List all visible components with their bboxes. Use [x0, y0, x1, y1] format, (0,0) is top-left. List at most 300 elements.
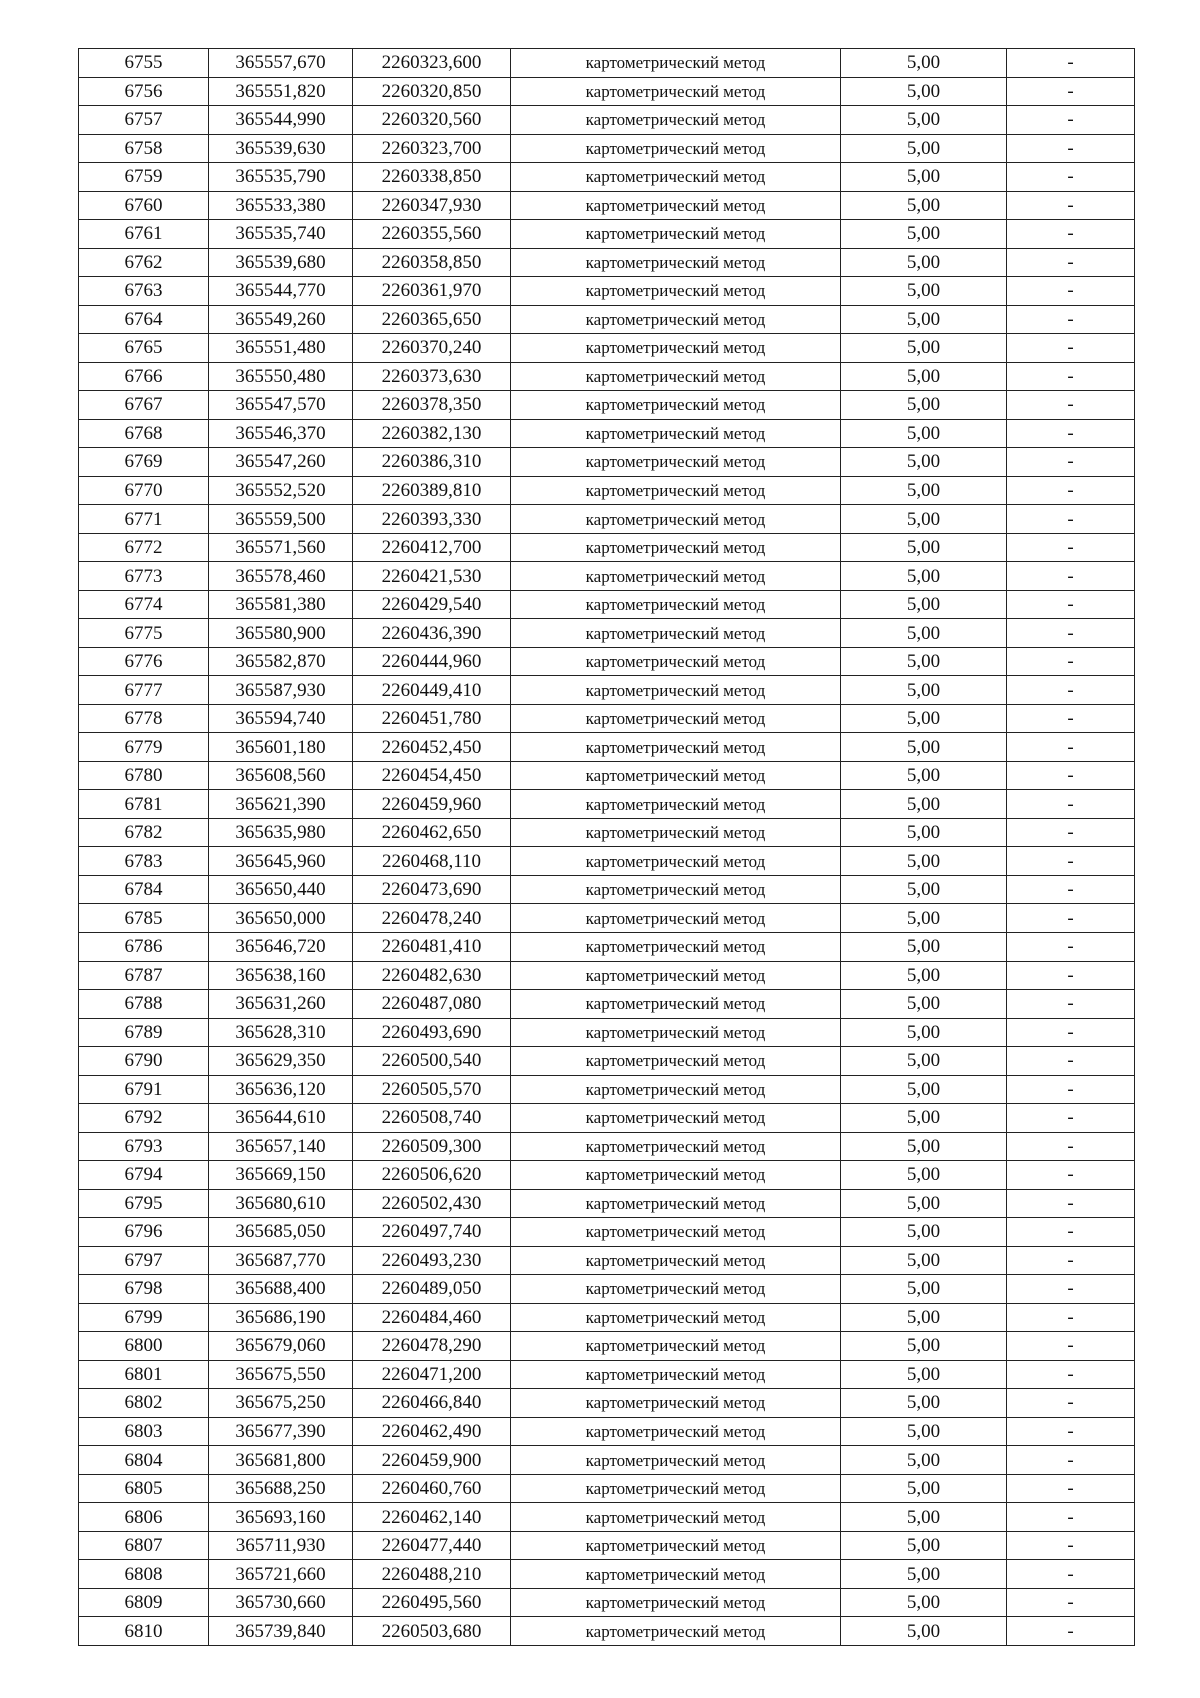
note-cell: - [1007, 391, 1135, 420]
y-coordinate-cell: 2260500,540 [353, 1047, 511, 1076]
method-cell: картометрический метод [511, 1503, 841, 1532]
note-cell: - [1007, 676, 1135, 705]
point-number-cell: 6782 [79, 818, 209, 847]
point-number-cell: 6804 [79, 1446, 209, 1475]
method-cell: картометрический метод [511, 1446, 841, 1475]
note-cell: - [1007, 562, 1135, 591]
table-row [79, 277, 1135, 306]
table-row [79, 562, 1135, 591]
note-cell: - [1007, 761, 1135, 790]
point-number-cell: 6800 [79, 1332, 209, 1361]
x-coordinate-cell: 365635,980 [209, 818, 353, 847]
x-coordinate-cell: 365544,770 [209, 277, 353, 306]
y-coordinate-cell: 2260493,690 [353, 1018, 511, 1047]
note-cell: - [1007, 1246, 1135, 1275]
table-row [79, 1560, 1135, 1589]
accuracy-cell: 5,00 [841, 847, 1007, 876]
x-coordinate-cell: 365646,720 [209, 932, 353, 961]
note-cell: - [1007, 533, 1135, 562]
x-coordinate-cell: 365675,250 [209, 1389, 353, 1418]
x-coordinate-cell: 365582,870 [209, 647, 353, 676]
y-coordinate-cell: 2260459,960 [353, 790, 511, 819]
note-cell: - [1007, 1332, 1135, 1361]
note-cell: - [1007, 1104, 1135, 1133]
point-number-cell: 6775 [79, 619, 209, 648]
y-coordinate-cell: 2260503,680 [353, 1617, 511, 1646]
y-coordinate-cell: 2260468,110 [353, 847, 511, 876]
table-row [79, 248, 1135, 277]
table-row [79, 1332, 1135, 1361]
x-coordinate-cell: 365669,150 [209, 1161, 353, 1190]
note-cell: - [1007, 305, 1135, 334]
point-number-cell: 6768 [79, 419, 209, 448]
accuracy-cell: 5,00 [841, 1018, 1007, 1047]
table-row [79, 733, 1135, 762]
x-coordinate-cell: 365533,380 [209, 191, 353, 220]
note-cell: - [1007, 248, 1135, 277]
y-coordinate-cell: 2260460,760 [353, 1474, 511, 1503]
accuracy-cell: 5,00 [841, 1047, 1007, 1076]
accuracy-cell: 5,00 [841, 619, 1007, 648]
y-coordinate-cell: 2260436,390 [353, 619, 511, 648]
x-coordinate-cell: 365730,660 [209, 1588, 353, 1617]
note-cell: - [1007, 106, 1135, 135]
point-number-cell: 6802 [79, 1389, 209, 1418]
coordinates-table-body [79, 49, 1135, 1646]
table-row [79, 647, 1135, 676]
accuracy-cell: 5,00 [841, 704, 1007, 733]
note-cell: - [1007, 1360, 1135, 1389]
x-coordinate-cell: 365657,140 [209, 1132, 353, 1161]
point-number-cell: 6807 [79, 1531, 209, 1560]
y-coordinate-cell: 2260506,620 [353, 1161, 511, 1190]
table-row [79, 191, 1135, 220]
point-number-cell: 6762 [79, 248, 209, 277]
method-cell: картометрический метод [511, 1360, 841, 1389]
note-cell: - [1007, 334, 1135, 363]
note-cell: - [1007, 1189, 1135, 1218]
method-cell: картометрический метод [511, 106, 841, 135]
method-cell: картометрический метод [511, 49, 841, 78]
point-number-cell: 6794 [79, 1161, 209, 1190]
method-cell: картометрический метод [511, 1018, 841, 1047]
note-cell: - [1007, 49, 1135, 78]
y-coordinate-cell: 2260429,540 [353, 590, 511, 619]
y-coordinate-cell: 2260444,960 [353, 647, 511, 676]
table-row [79, 990, 1135, 1019]
x-coordinate-cell: 365535,740 [209, 220, 353, 249]
method-cell: картометрический метод [511, 191, 841, 220]
note-cell: - [1007, 476, 1135, 505]
y-coordinate-cell: 2260323,700 [353, 134, 511, 163]
x-coordinate-cell: 365549,260 [209, 305, 353, 334]
point-number-cell: 6767 [79, 391, 209, 420]
table-row [79, 790, 1135, 819]
x-coordinate-cell: 365552,520 [209, 476, 353, 505]
table-row [79, 1132, 1135, 1161]
accuracy-cell: 5,00 [841, 733, 1007, 762]
accuracy-cell: 5,00 [841, 49, 1007, 78]
note-cell: - [1007, 1161, 1135, 1190]
table-row [79, 1303, 1135, 1332]
point-number-cell: 6769 [79, 448, 209, 477]
table-row [79, 590, 1135, 619]
y-coordinate-cell: 2260473,690 [353, 875, 511, 904]
note-cell: - [1007, 818, 1135, 847]
accuracy-cell: 5,00 [841, 191, 1007, 220]
accuracy-cell: 5,00 [841, 676, 1007, 705]
table-row [79, 77, 1135, 106]
accuracy-cell: 5,00 [841, 932, 1007, 961]
note-cell: - [1007, 790, 1135, 819]
y-coordinate-cell: 2260389,810 [353, 476, 511, 505]
table-row [79, 163, 1135, 192]
point-number-cell: 6799 [79, 1303, 209, 1332]
x-coordinate-cell: 365544,990 [209, 106, 353, 135]
y-coordinate-cell: 2260495,560 [353, 1588, 511, 1617]
y-coordinate-cell: 2260497,740 [353, 1218, 511, 1247]
note-cell: - [1007, 875, 1135, 904]
table-row [79, 448, 1135, 477]
note-cell: - [1007, 1417, 1135, 1446]
point-number-cell: 6790 [79, 1047, 209, 1076]
point-number-cell: 6783 [79, 847, 209, 876]
accuracy-cell: 5,00 [841, 134, 1007, 163]
method-cell: картометрический метод [511, 248, 841, 277]
note-cell: - [1007, 932, 1135, 961]
table-row [79, 1588, 1135, 1617]
y-coordinate-cell: 2260451,780 [353, 704, 511, 733]
x-coordinate-cell: 365601,180 [209, 733, 353, 762]
note-cell: - [1007, 990, 1135, 1019]
point-number-cell: 6786 [79, 932, 209, 961]
accuracy-cell: 5,00 [841, 448, 1007, 477]
point-number-cell: 6774 [79, 590, 209, 619]
method-cell: картометрический метод [511, 932, 841, 961]
y-coordinate-cell: 2260373,630 [353, 362, 511, 391]
y-coordinate-cell: 2260358,850 [353, 248, 511, 277]
table-row [79, 391, 1135, 420]
method-cell: картометрический метод [511, 1588, 841, 1617]
accuracy-cell: 5,00 [841, 1303, 1007, 1332]
accuracy-cell: 5,00 [841, 163, 1007, 192]
y-coordinate-cell: 2260493,230 [353, 1246, 511, 1275]
point-number-cell: 6784 [79, 875, 209, 904]
table-row [79, 847, 1135, 876]
method-cell: картометрический метод [511, 733, 841, 762]
y-coordinate-cell: 2260484,460 [353, 1303, 511, 1332]
y-coordinate-cell: 2260347,930 [353, 191, 511, 220]
note-cell: - [1007, 704, 1135, 733]
note-cell: - [1007, 1560, 1135, 1589]
accuracy-cell: 5,00 [841, 1360, 1007, 1389]
accuracy-cell: 5,00 [841, 990, 1007, 1019]
y-coordinate-cell: 2260471,200 [353, 1360, 511, 1389]
point-number-cell: 6778 [79, 704, 209, 733]
point-number-cell: 6793 [79, 1132, 209, 1161]
x-coordinate-cell: 365546,370 [209, 419, 353, 448]
x-coordinate-cell: 365636,120 [209, 1075, 353, 1104]
x-coordinate-cell: 365621,390 [209, 790, 353, 819]
x-coordinate-cell: 365581,380 [209, 590, 353, 619]
y-coordinate-cell: 2260482,630 [353, 961, 511, 990]
table-row [79, 49, 1135, 78]
table-row [79, 476, 1135, 505]
point-number-cell: 6803 [79, 1417, 209, 1446]
method-cell: картометрический метод [511, 1047, 841, 1076]
accuracy-cell: 5,00 [841, 1588, 1007, 1617]
y-coordinate-cell: 2260481,410 [353, 932, 511, 961]
y-coordinate-cell: 2260459,900 [353, 1446, 511, 1475]
method-cell: картометрический метод [511, 818, 841, 847]
table-row [79, 1389, 1135, 1418]
x-coordinate-cell: 365587,930 [209, 676, 353, 705]
note-cell: - [1007, 134, 1135, 163]
table-row [79, 961, 1135, 990]
note-cell: - [1007, 733, 1135, 762]
x-coordinate-cell: 365550,480 [209, 362, 353, 391]
accuracy-cell: 5,00 [841, 391, 1007, 420]
x-coordinate-cell: 365645,960 [209, 847, 353, 876]
accuracy-cell: 5,00 [841, 305, 1007, 334]
y-coordinate-cell: 2260487,080 [353, 990, 511, 1019]
point-number-cell: 6756 [79, 77, 209, 106]
method-cell: картометрический метод [511, 590, 841, 619]
y-coordinate-cell: 2260477,440 [353, 1531, 511, 1560]
note-cell: - [1007, 77, 1135, 106]
y-coordinate-cell: 2260393,330 [353, 505, 511, 534]
x-coordinate-cell: 365681,800 [209, 1446, 353, 1475]
y-coordinate-cell: 2260386,310 [353, 448, 511, 477]
accuracy-cell: 5,00 [841, 77, 1007, 106]
accuracy-cell: 5,00 [841, 505, 1007, 534]
x-coordinate-cell: 365629,350 [209, 1047, 353, 1076]
accuracy-cell: 5,00 [841, 220, 1007, 249]
x-coordinate-cell: 365650,440 [209, 875, 353, 904]
note-cell: - [1007, 1389, 1135, 1418]
method-cell: картометрический метод [511, 1075, 841, 1104]
note-cell: - [1007, 904, 1135, 933]
x-coordinate-cell: 365687,770 [209, 1246, 353, 1275]
method-cell: картометрический метод [511, 847, 841, 876]
accuracy-cell: 5,00 [841, 790, 1007, 819]
point-number-cell: 6796 [79, 1218, 209, 1247]
method-cell: картометрический метод [511, 562, 841, 591]
y-coordinate-cell: 2260361,970 [353, 277, 511, 306]
x-coordinate-cell: 365675,550 [209, 1360, 353, 1389]
method-cell: картометрический метод [511, 1474, 841, 1503]
point-number-cell: 6785 [79, 904, 209, 933]
point-number-cell: 6781 [79, 790, 209, 819]
method-cell: картометрический метод [511, 419, 841, 448]
accuracy-cell: 5,00 [841, 1617, 1007, 1646]
point-number-cell: 6795 [79, 1189, 209, 1218]
method-cell: картометрический метод [511, 1161, 841, 1190]
note-cell: - [1007, 1617, 1135, 1646]
method-cell: картометрический метод [511, 1417, 841, 1446]
table-row [79, 904, 1135, 933]
accuracy-cell: 5,00 [841, 1161, 1007, 1190]
table-row [79, 106, 1135, 135]
note-cell: - [1007, 1218, 1135, 1247]
point-number-cell: 6773 [79, 562, 209, 591]
method-cell: картометрический метод [511, 619, 841, 648]
note-cell: - [1007, 191, 1135, 220]
table-row [79, 1075, 1135, 1104]
point-number-cell: 6772 [79, 533, 209, 562]
table-row [79, 419, 1135, 448]
accuracy-cell: 5,00 [841, 277, 1007, 306]
table-row [79, 533, 1135, 562]
x-coordinate-cell: 365535,790 [209, 163, 353, 192]
x-coordinate-cell: 365551,820 [209, 77, 353, 106]
method-cell: картометрический метод [511, 1132, 841, 1161]
note-cell: - [1007, 961, 1135, 990]
coordinates-table [78, 48, 1135, 1646]
note-cell: - [1007, 362, 1135, 391]
table-row [79, 1474, 1135, 1503]
x-coordinate-cell: 365711,930 [209, 1531, 353, 1560]
method-cell: картометрический метод [511, 904, 841, 933]
accuracy-cell: 5,00 [841, 1503, 1007, 1532]
table-row [79, 362, 1135, 391]
y-coordinate-cell: 2260508,740 [353, 1104, 511, 1133]
point-number-cell: 6760 [79, 191, 209, 220]
x-coordinate-cell: 365580,900 [209, 619, 353, 648]
table-row [79, 1531, 1135, 1560]
method-cell: картометрический метод [511, 77, 841, 106]
y-coordinate-cell: 2260478,290 [353, 1332, 511, 1361]
x-coordinate-cell: 365547,570 [209, 391, 353, 420]
note-cell: - [1007, 847, 1135, 876]
x-coordinate-cell: 365551,480 [209, 334, 353, 363]
accuracy-cell: 5,00 [841, 1132, 1007, 1161]
point-number-cell: 6805 [79, 1474, 209, 1503]
accuracy-cell: 5,00 [841, 590, 1007, 619]
point-number-cell: 6797 [79, 1246, 209, 1275]
table-row [79, 932, 1135, 961]
y-coordinate-cell: 2260509,300 [353, 1132, 511, 1161]
y-coordinate-cell: 2260478,240 [353, 904, 511, 933]
table-row [79, 134, 1135, 163]
x-coordinate-cell: 365638,160 [209, 961, 353, 990]
method-cell: картометрический метод [511, 1560, 841, 1589]
y-coordinate-cell: 2260449,410 [353, 676, 511, 705]
note-cell: - [1007, 1446, 1135, 1475]
point-number-cell: 6777 [79, 676, 209, 705]
table-row [79, 1161, 1135, 1190]
x-coordinate-cell: 365578,460 [209, 562, 353, 591]
accuracy-cell: 5,00 [841, 362, 1007, 391]
table-row [79, 1503, 1135, 1532]
note-cell: - [1007, 277, 1135, 306]
method-cell: картометрический метод [511, 277, 841, 306]
method-cell: картометрический метод [511, 790, 841, 819]
y-coordinate-cell: 2260320,850 [353, 77, 511, 106]
table-row [79, 220, 1135, 249]
table-row [79, 505, 1135, 534]
method-cell: картометрический метод [511, 704, 841, 733]
method-cell: картометрический метод [511, 1218, 841, 1247]
table-row [79, 1189, 1135, 1218]
x-coordinate-cell: 365650,000 [209, 904, 353, 933]
accuracy-cell: 5,00 [841, 1332, 1007, 1361]
note-cell: - [1007, 647, 1135, 676]
method-cell: картометрический метод [511, 761, 841, 790]
method-cell: картометрический метод [511, 1246, 841, 1275]
method-cell: картометрический метод [511, 476, 841, 505]
accuracy-cell: 5,00 [841, 1389, 1007, 1418]
accuracy-cell: 5,00 [841, 1075, 1007, 1104]
method-cell: картометрический метод [511, 1617, 841, 1646]
accuracy-cell: 5,00 [841, 1531, 1007, 1560]
method-cell: картометрический метод [511, 334, 841, 363]
method-cell: картометрический метод [511, 961, 841, 990]
y-coordinate-cell: 2260488,210 [353, 1560, 511, 1589]
table-row [79, 1360, 1135, 1389]
table-row [79, 1104, 1135, 1133]
y-coordinate-cell: 2260421,530 [353, 562, 511, 591]
note-cell: - [1007, 1474, 1135, 1503]
x-coordinate-cell: 365688,250 [209, 1474, 353, 1503]
table-row [79, 1446, 1135, 1475]
accuracy-cell: 5,00 [841, 419, 1007, 448]
method-cell: картометрический метод [511, 1104, 841, 1133]
table-row [79, 334, 1135, 363]
y-coordinate-cell: 2260489,050 [353, 1275, 511, 1304]
x-coordinate-cell: 365739,840 [209, 1617, 353, 1646]
method-cell: картометрический метод [511, 647, 841, 676]
y-coordinate-cell: 2260378,350 [353, 391, 511, 420]
table-row [79, 761, 1135, 790]
x-coordinate-cell: 365677,390 [209, 1417, 353, 1446]
point-number-cell: 6791 [79, 1075, 209, 1104]
accuracy-cell: 5,00 [841, 904, 1007, 933]
note-cell: - [1007, 1303, 1135, 1332]
accuracy-cell: 5,00 [841, 334, 1007, 363]
x-coordinate-cell: 365693,160 [209, 1503, 353, 1532]
x-coordinate-cell: 365688,400 [209, 1275, 353, 1304]
note-cell: - [1007, 590, 1135, 619]
method-cell: картометрический метод [511, 676, 841, 705]
note-cell: - [1007, 163, 1135, 192]
accuracy-cell: 5,00 [841, 533, 1007, 562]
x-coordinate-cell: 365571,560 [209, 533, 353, 562]
method-cell: картометрический метод [511, 305, 841, 334]
point-number-cell: 6764 [79, 305, 209, 334]
y-coordinate-cell: 2260462,650 [353, 818, 511, 847]
accuracy-cell: 5,00 [841, 1246, 1007, 1275]
point-number-cell: 6761 [79, 220, 209, 249]
point-number-cell: 6792 [79, 1104, 209, 1133]
x-coordinate-cell: 365685,050 [209, 1218, 353, 1247]
y-coordinate-cell: 2260338,850 [353, 163, 511, 192]
table-row [79, 676, 1135, 705]
method-cell: картометрический метод [511, 1275, 841, 1304]
point-number-cell: 6801 [79, 1360, 209, 1389]
y-coordinate-cell: 2260323,600 [353, 49, 511, 78]
accuracy-cell: 5,00 [841, 875, 1007, 904]
method-cell: картометрический метод [511, 1531, 841, 1560]
y-coordinate-cell: 2260466,840 [353, 1389, 511, 1418]
point-number-cell: 6771 [79, 505, 209, 534]
method-cell: картометрический метод [511, 875, 841, 904]
accuracy-cell: 5,00 [841, 1446, 1007, 1475]
accuracy-cell: 5,00 [841, 761, 1007, 790]
y-coordinate-cell: 2260370,240 [353, 334, 511, 363]
point-number-cell: 6766 [79, 362, 209, 391]
y-coordinate-cell: 2260452,450 [353, 733, 511, 762]
